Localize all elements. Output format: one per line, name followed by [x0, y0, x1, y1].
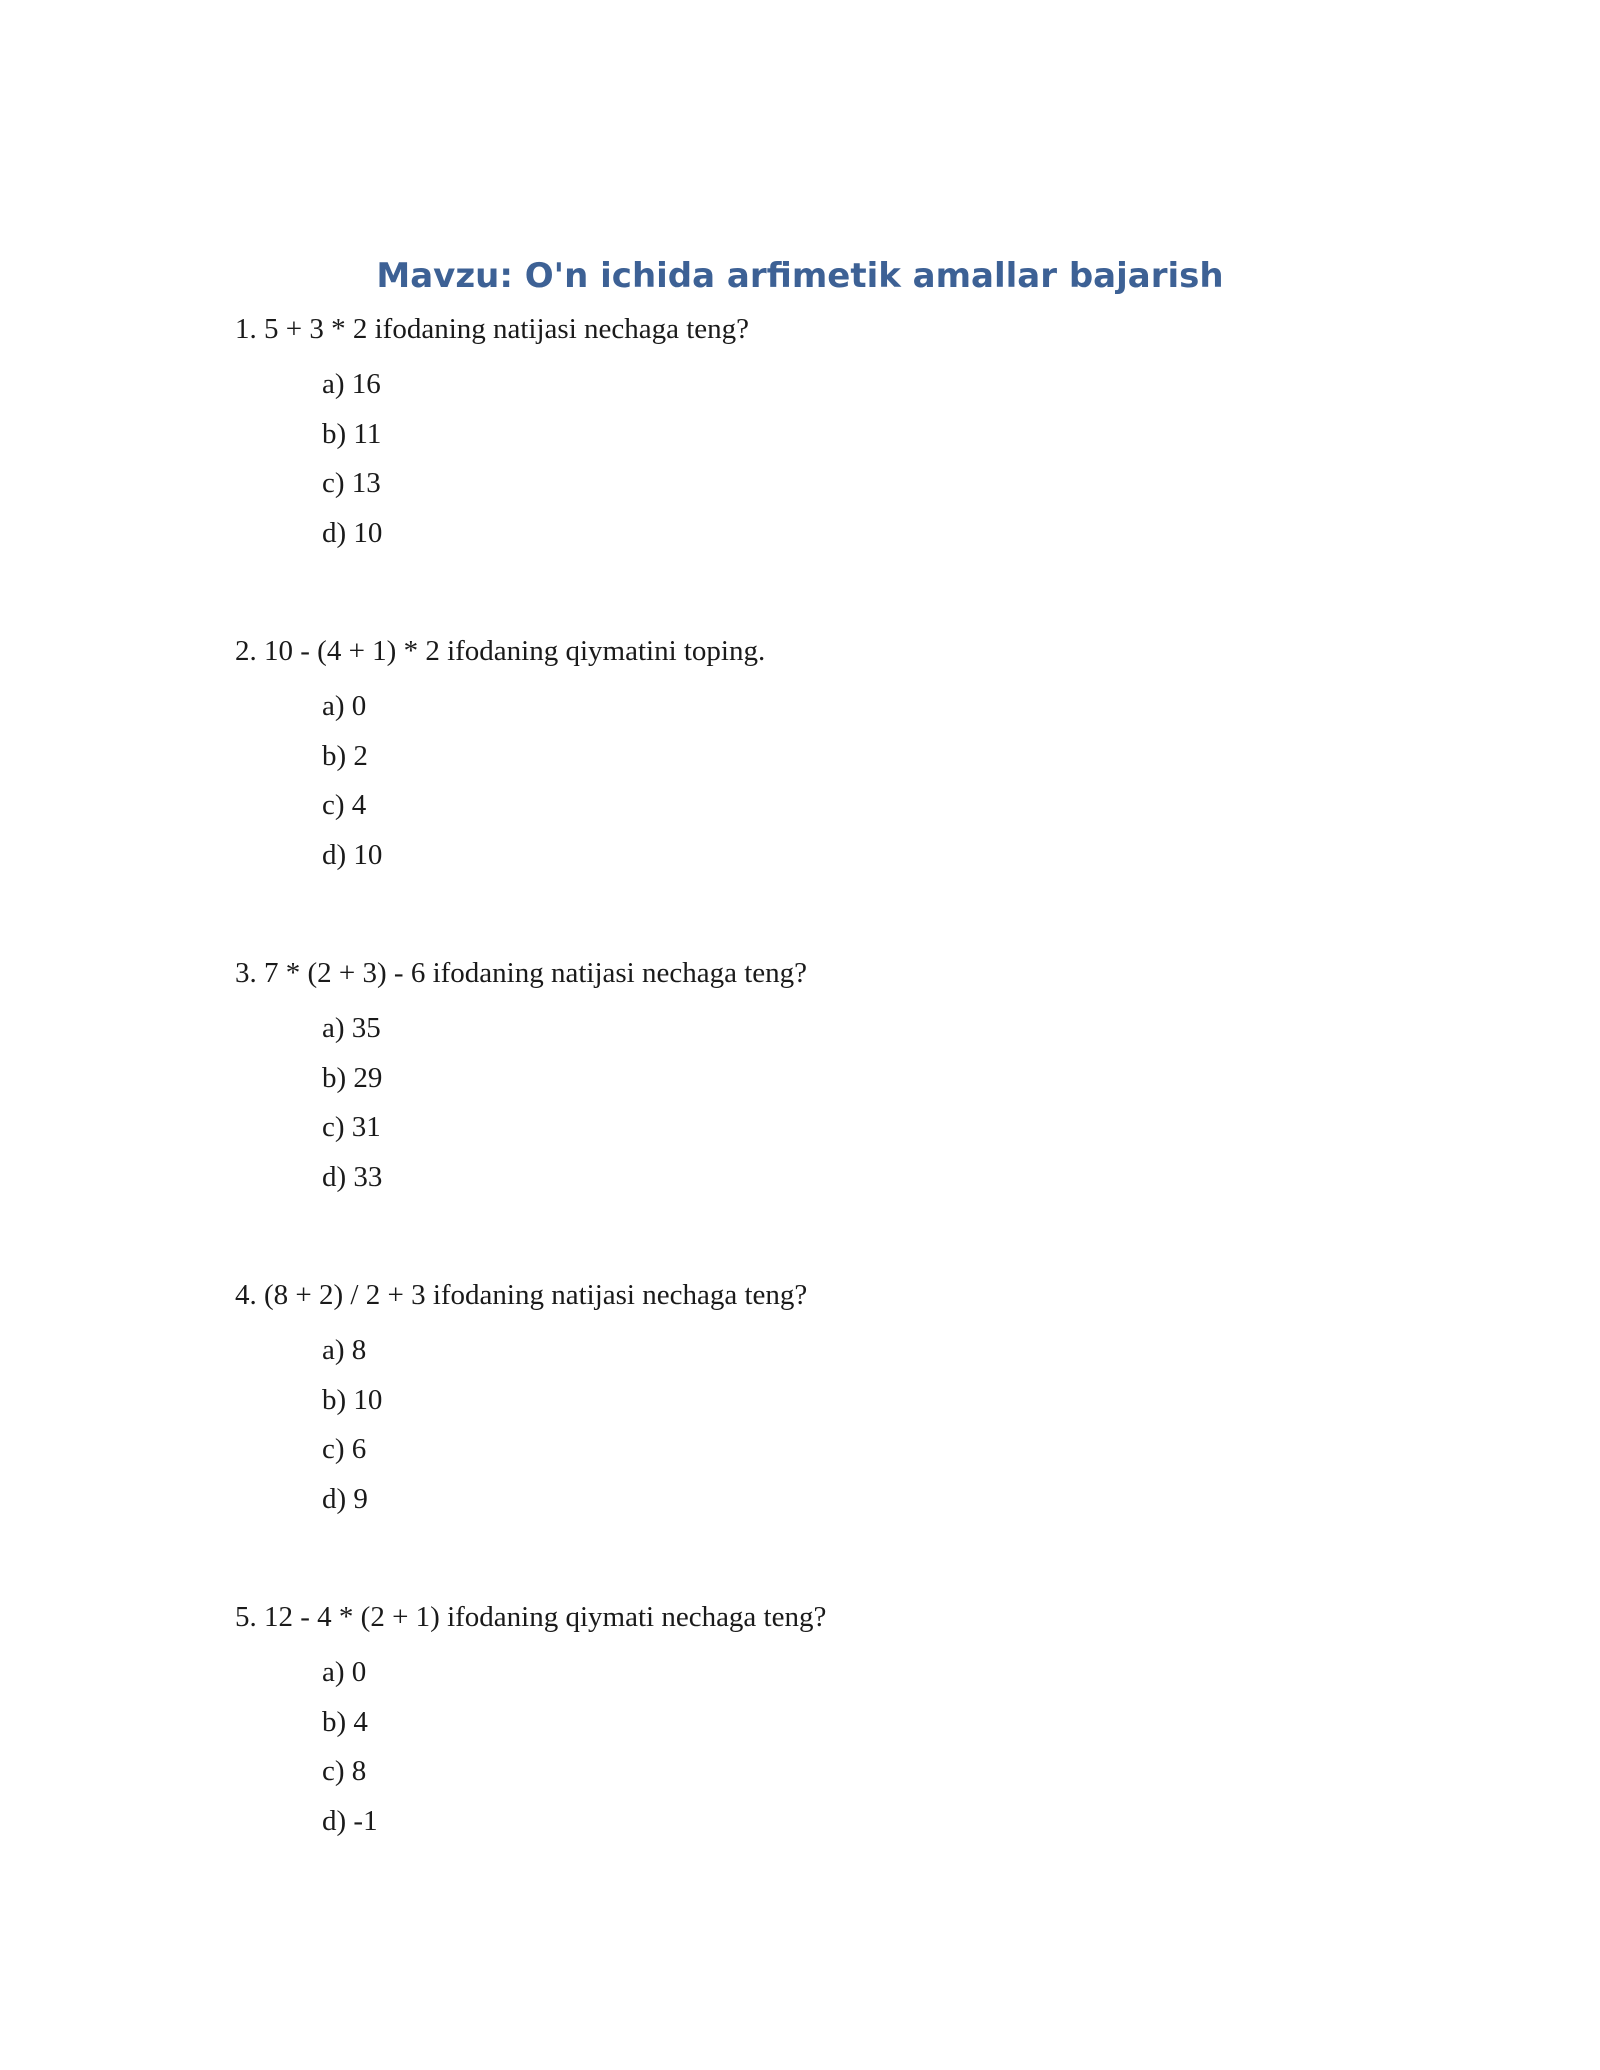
option-c: c) 6: [322, 1433, 367, 1465]
option-d: d) 10: [322, 838, 383, 871]
question-item: [235, 305, 1435, 627]
option-c: c) 31: [322, 1111, 381, 1143]
question-item: [235, 1593, 1435, 1915]
option-list: [235, 353, 1435, 558]
option-b: b) 11: [322, 417, 382, 450]
option-b: b) 4: [322, 1705, 368, 1738]
question-text: 4. (8 + 2) / 2 + 3 ifodaning natijasi nechaga teng?: [235, 1279, 808, 1311]
option-a: a) 35: [322, 1012, 381, 1044]
option-c: c) 8: [322, 1755, 367, 1787]
option-b: b) 2: [322, 739, 368, 772]
option-list: [235, 1641, 1435, 1846]
question-text: 5. 12 - 4 * (2 + 1) ifodaning qiymati nechaga teng?: [235, 1601, 827, 1633]
option-list: [235, 675, 1435, 880]
question-text: 3. 7 * (2 + 3) - 6 ifodaning natijasi nechaga teng?: [235, 957, 808, 989]
question-item: [235, 627, 1435, 949]
question-list: [235, 305, 1435, 1915]
option-list: [235, 1319, 1435, 1524]
option-b: b) 29: [322, 1061, 383, 1094]
option-b: b) 10: [322, 1383, 383, 1416]
question-item: [235, 1271, 1435, 1593]
option-d: d) 9: [322, 1482, 368, 1515]
page-title: Mavzu: O'n ichida arfimetik amallar bajarish: [376, 256, 1224, 296]
option-d: d) 10: [322, 516, 383, 549]
option-a: a) 16: [322, 368, 381, 400]
question-text: 2. 10 - (4 + 1) * 2 ifodaning qiymatini toping.: [235, 635, 766, 667]
option-a: a) 8: [322, 1334, 367, 1366]
question-item: [235, 949, 1435, 1271]
option-c: c) 13: [322, 467, 381, 499]
option-a: a) 0: [322, 690, 367, 722]
option-a: a) 0: [322, 1656, 367, 1688]
option-d: d) -1: [322, 1804, 378, 1837]
option-d: d) 33: [322, 1160, 383, 1193]
option-list: [235, 997, 1435, 1202]
option-c: c) 4: [322, 789, 367, 821]
question-text: 1. 5 + 3 * 2 ifodaning natijasi nechaga teng?: [235, 313, 750, 345]
